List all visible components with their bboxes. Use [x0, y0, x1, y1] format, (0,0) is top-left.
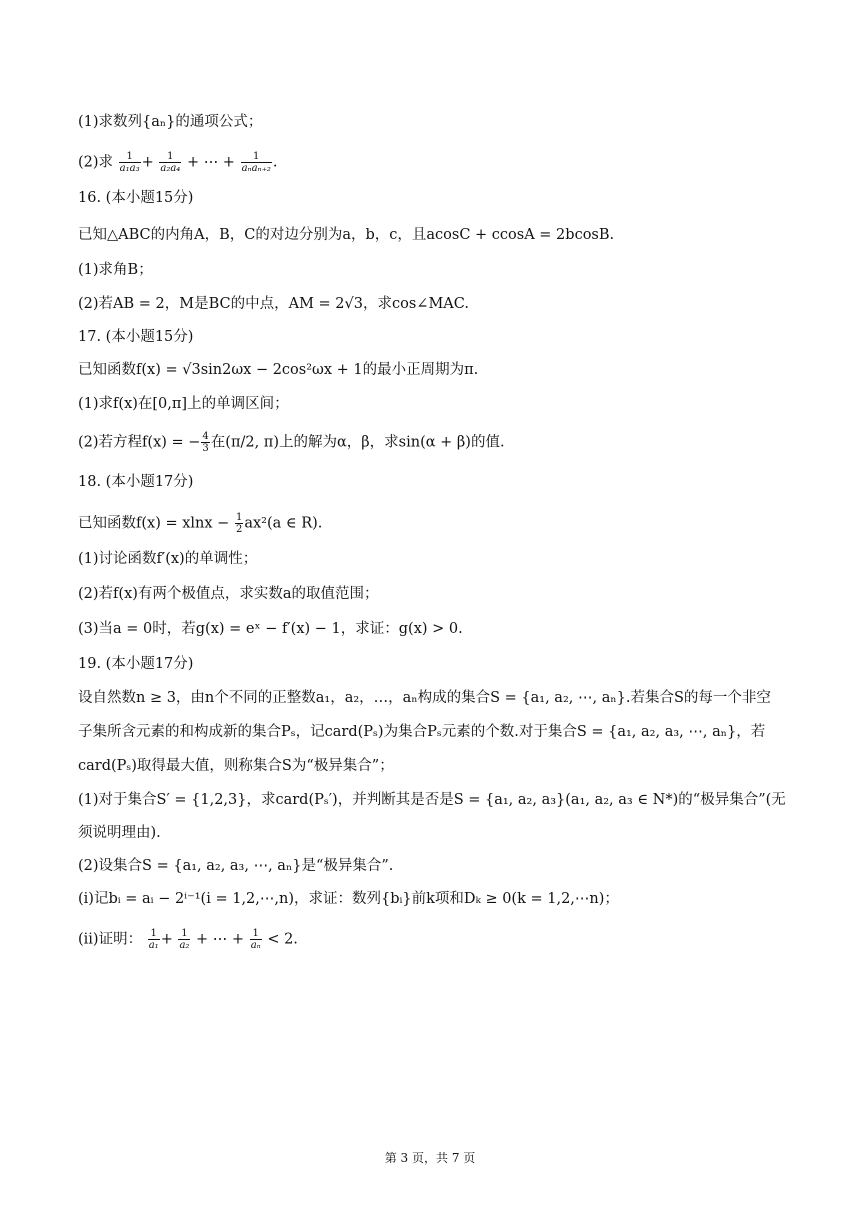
fraction: $\frac{1}{\text{a₂a₄}}$	[160, 151, 181, 174]
q16-part2: (2)若AB = 2，M是BC的中点，AM = 2√3，求cos∠MAC.	[78, 296, 469, 312]
q15-part1: (1)求数列{aₙ}的通项公式；	[78, 114, 263, 130]
fraction: $\frac{1}{\text{aₙaₙ₊₂}}$	[241, 151, 271, 174]
q19-part2-i: (i)记bᵢ = aᵢ − 2ⁱ⁻¹(i = 1,2,⋯,n)，求证：数列{bᵢ}前k项和Dₖ ≥ 0(k = 1,2,⋯n)；	[78, 891, 619, 907]
q18-part2: (2)若f(x)有两个极值点，求实数a的取值范围；	[78, 586, 379, 602]
q19-part1: (1)对于集合S′ = {1,2,3}，求card(Pₛ′)，并判断其是否是S = {a₁, a₂, a₃}(a₁, a₂, a₃ ∈ N*)的“极异集合”(无	[78, 792, 786, 808]
q19-header: 19. (本小题17分)	[78, 656, 194, 672]
q15-part2: (2)求 $\frac{1}{\text{a₁a₃}}$ + $\frac{1}{\text{a₂a₄}}$ + ⋯ + $\frac{1}{\text{aₙaₙ₊₂}}$ .	[78, 151, 278, 174]
q19-stem-3: card(Pₛ)取得最大值，则称集合S为“极异集合”；	[78, 758, 394, 774]
q19-stem-2: 子集所含元素的和构成新的集合Pₛ，记card(Pₛ)为集合Pₛ元素的个数.对于集合S = {a₁, a₂, a₃, ⋯, aₙ}，若	[78, 724, 766, 740]
q19-stem-1: 设自然数n ≥ 3，由n个不同的正整数a₁，a₂，…，aₙ构成的集合S = {a₁, a₂, ⋯, aₙ}.若集合S的每一个非空	[78, 690, 771, 706]
fraction: $\frac{1}{\text{a₁}}$	[148, 928, 159, 951]
fraction: $\frac{1}{2}$	[235, 512, 243, 535]
q16-header: 16. (本小题15分)	[78, 190, 194, 206]
q18-header: 18. (本小题17分)	[78, 474, 194, 490]
q16-part1: (1)求角B；	[78, 262, 153, 278]
q18-stem: 已知函数f(x) = xlnx − $\frac{1}{2}$ ax²(a ∈ R).	[78, 512, 323, 535]
q17-part2: (2)若方程f(x) = − $\frac{4}{3}$ 在(π/2, π)上的解为α，β，求sin(α + β)的值.	[78, 431, 505, 454]
q16-stem: 已知△ABC的内角A，B，C的对边分别为a，b，c，且acosC + ccosA = 2bcosB.	[78, 227, 615, 243]
q19-part2: (2)设集合S = {a₁, a₂, a₃, ⋯, aₙ}是“极异集合”.	[78, 858, 394, 874]
q17-part1: (1)求f(x)在[0,π]上的单调区间；	[78, 396, 289, 412]
q18-part3: (3)当a = 0时，若g(x) = eˣ − f′(x) − 1，求证：g(x) > 0.	[78, 621, 463, 637]
q18-part1: (1)讨论函数f′(x)的单调性；	[78, 551, 258, 567]
fraction: $\frac{1}{\text{a₂}}$	[179, 928, 190, 951]
q17-header: 17. (本小题15分)	[78, 329, 194, 345]
fraction: $\frac{1}{\text{a₁a₃}}$	[119, 151, 140, 174]
q19-part1-cont: 须说明理由).	[78, 825, 161, 841]
q19-part2-ii: (ii)证明： $\frac{1}{\text{a₁}}$ + $\frac{1}{\text{a₂}}$ + ⋯ + $\frac{1}{\text{aₙ}}$ < 2.	[78, 928, 298, 951]
fraction: $\frac{1}{\text{aₙ}}$	[250, 928, 261, 951]
page-footer: 第 3 页，共 7 页	[384, 1151, 476, 1165]
q17-stem: 已知函数f(x) = √3sin2ωx − 2cos²ωx + 1的最小正周期为π.	[78, 362, 479, 378]
fraction: $\frac{4}{3}$	[202, 431, 209, 454]
